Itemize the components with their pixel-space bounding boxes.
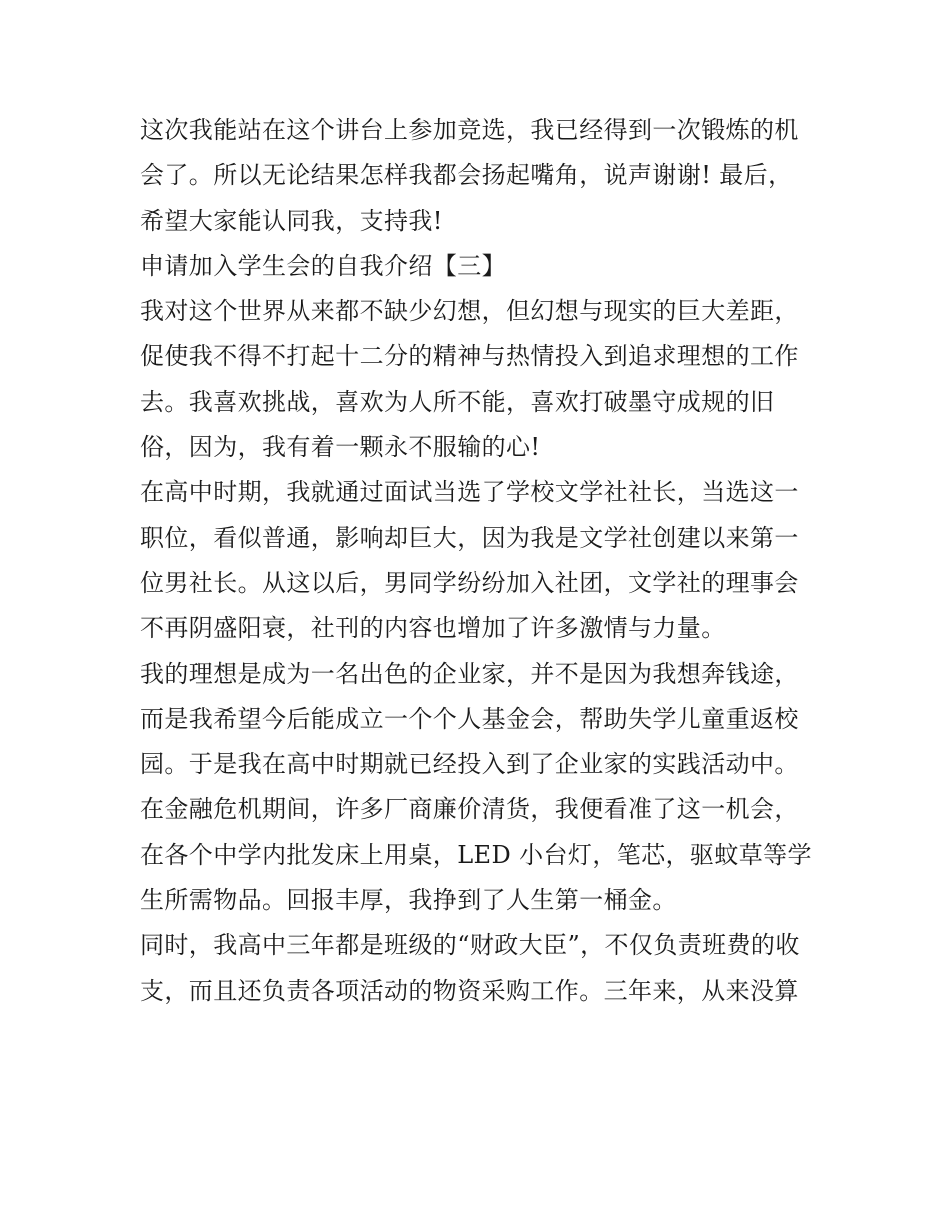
- text-line: 支，而且还负责各项活动的物资采购工作。三年来，从来没算: [140, 976, 799, 1005]
- text-line: 会了。所以无论结果怎样我都会扬起嘴角，说声谢谢! 最后，: [140, 161, 793, 190]
- section-heading: 申请加入学生会的自我介绍【三】: [140, 251, 506, 280]
- text-line: 在金融危机期间，许多厂商廉价清货，我便看准了这一机会，: [140, 795, 799, 824]
- text-line: 在高中时期，我就通过面试当选了学校文学社社长，当选这一: [140, 478, 799, 507]
- text-line: 在各个中学内批发床上用桌，LED 小台灯，笔芯，驱蚊草等学: [140, 840, 812, 869]
- text-line: 促使我不得不打起十二分的精神与热情投入到追求理想的工作: [140, 342, 799, 371]
- text-line: 不再阴盛阳衰，社刊的内容也增加了许多激情与力量。: [140, 614, 726, 643]
- text-line: 希望大家能认同我，支持我!: [140, 206, 443, 235]
- text-line: 园。于是我在高中时期就已经投入到了企业家的实践活动中。: [140, 750, 799, 779]
- text-line: 我的理想是成为一名出色的企业家，并不是因为我想奔钱途，: [140, 659, 799, 688]
- document-body: [140, 108, 820, 1014]
- text-line: 而是我希望今后能成立一个个人基金会，帮助失学儿童重返校: [140, 704, 799, 733]
- text-line: 去。我喜欢挑战，喜欢为人所不能，喜欢打破墨守成规的旧: [140, 387, 775, 416]
- text-line: 位男社长。从这以后，男同学纷纷加入社团，文学社的理事会: [140, 568, 799, 597]
- text-line: 这次我能站在这个讲台上参加竞选，我已经得到一次锻炼的机: [140, 116, 799, 144]
- text-line: 生所需物品。回报丰厚，我挣到了人生第一桶金。: [140, 886, 677, 915]
- text-line: 职位，看似普通，影响却巨大，因为我是文学社创建以来第一: [140, 523, 799, 552]
- text-line: 同时，我高中三年都是班级的“财政大臣”，不仅负责班费的收: [140, 931, 800, 960]
- text-line: 我对这个世界从来都不缺少幻想，但幻想与现实的巨大差距，: [140, 297, 799, 326]
- text-line: 俗，因为，我有着一颗永不服输的心!: [140, 433, 541, 462]
